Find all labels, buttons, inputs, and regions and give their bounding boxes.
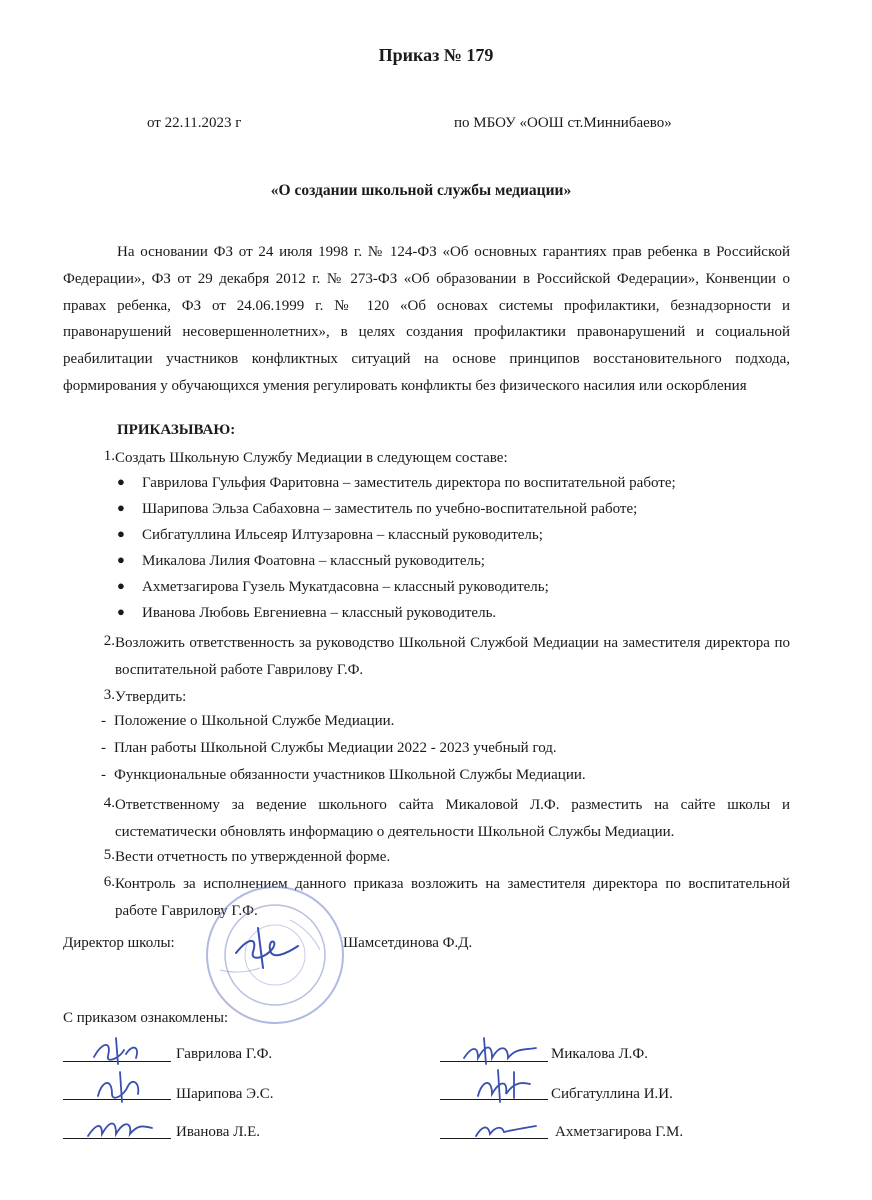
dash-marker: - — [101, 713, 106, 729]
orders-heading: ПРИКАЗЫВАЮ: — [117, 422, 236, 438]
item-number: 6. — [103, 874, 115, 890]
item-number: 4. — [103, 795, 115, 811]
director-label: Директор школы: — [63, 935, 175, 951]
bullet-icon: ● — [117, 500, 125, 515]
acquainted-name: Иванова Л.Е. — [176, 1124, 261, 1140]
member-text: Ахметзагирова Гузель Мукатдасовна – классный руководитель; — [142, 579, 549, 595]
order-date: от 22.11.2023 г — [147, 115, 242, 131]
dash-marker: - — [101, 767, 106, 783]
bullet-icon: ● — [117, 578, 125, 593]
acquainted-name: Шарипова Э.С. — [176, 1086, 274, 1102]
organization-name: по МБОУ «ООШ ст.Миннибаево» — [454, 115, 672, 131]
bullet-icon: ● — [117, 604, 125, 619]
item-number: 1. — [103, 448, 115, 464]
acquainted-name: Сибгатуллина И.И. — [551, 1086, 673, 1102]
bullet-icon: ● — [117, 552, 125, 567]
member-text: Микалова Лилия Фоатовна – классный руководитель; — [142, 553, 485, 569]
signature-mark — [470, 1066, 540, 1106]
member-text: Гаврилова Гульфия Фаритовна – заместитель директора по воспитательной работе; — [142, 475, 676, 491]
member-text: Иванова Любовь Евгениевна – классный руководитель. — [142, 605, 497, 621]
director-signature — [228, 918, 308, 973]
preamble-text: На основании ФЗ от 24 июля 1998 г. № 124-ФЗ «Об основных гарантиях прав ребенка в Российской Федерации», ФЗ от 29 декабря 2012 г. № 273-ФЗ «Об образовании в Российской Федерации», Конвенции о правах ребенка, ФЗ от 24.06.1999 г. № 120 «Об основах системы профилактики, безнадзорности и правонарушений несовершеннолетних», в целях создания профилактики правонарушений и социальной реабилитации участников конфликтных ситуаций на основе принципов восстановительного подхода, формирования у обучающихся умения регулировать конфликты без физического насилия или оскорбления — [63, 244, 790, 394]
signature-mark — [90, 1068, 160, 1106]
item-text: Вести отчетность по утвержденной форме. — [115, 849, 391, 865]
acquainted-name: Гаврилова Г.Ф. — [176, 1046, 273, 1062]
signature-mark — [458, 1034, 543, 1066]
acquainted-heading: С приказом ознакомлены: — [63, 1010, 229, 1026]
item-text: Создать Школьную Службу Медиации в следующем составе: — [115, 450, 508, 466]
member-text: Сибгатуллина Ильсеяр Илтузаровна – классный руководитель; — [142, 527, 543, 543]
order-title: Приказ № 179 — [378, 45, 494, 65]
bullet-icon: ● — [117, 526, 125, 541]
preamble-paragraph — [63, 239, 790, 400]
item-text: Ответственному за ведение школьного сайта Микаловой Л.Ф. разместить на сайте школы и систематически обновлять информацию о деятельности Школьной Службы Медиации. — [115, 797, 790, 840]
approve-text: План работы Школьной Службы Медиации 2022 - 2023 учебный год. — [114, 740, 557, 756]
item-number: 5. — [103, 847, 115, 863]
member-text: Шарипова Эльза Сабаховна – заместитель по учебно-воспитательной работе; — [142, 501, 638, 517]
dash-marker: - — [101, 740, 106, 756]
bullet-icon: ● — [117, 474, 125, 489]
order-subject: «О создании школьной службы медиации» — [270, 182, 572, 199]
acquainted-name: Ахметзагирова Г.М. — [555, 1124, 684, 1140]
item-number: 3. — [103, 687, 115, 703]
item-text: Возложить ответственность за руководство Школьной Службой Медиации на заместителя директора по воспитательной работе Гаврилову Г.Ф. — [115, 635, 790, 678]
item-text: Утвердить: — [115, 689, 187, 705]
director-name: Шамсетдинова Ф.Д. — [343, 935, 473, 951]
approve-text: Функциональные обязанности участников Школьной Службы Медиации. — [114, 767, 586, 783]
approve-text: Положение о Школьной Службе Медиации. — [114, 713, 395, 729]
acquainted-name: Микалова Л.Ф. — [551, 1046, 649, 1062]
signature-mark — [468, 1112, 543, 1142]
item-text: Контроль за исполнением данного приказа возложить на заместителя директора по воспитательной работе Гаврилову Г.Ф. — [115, 876, 790, 919]
item-number: 2. — [103, 633, 115, 649]
signature-mark — [82, 1108, 162, 1144]
signature-mark — [88, 1032, 158, 1067]
